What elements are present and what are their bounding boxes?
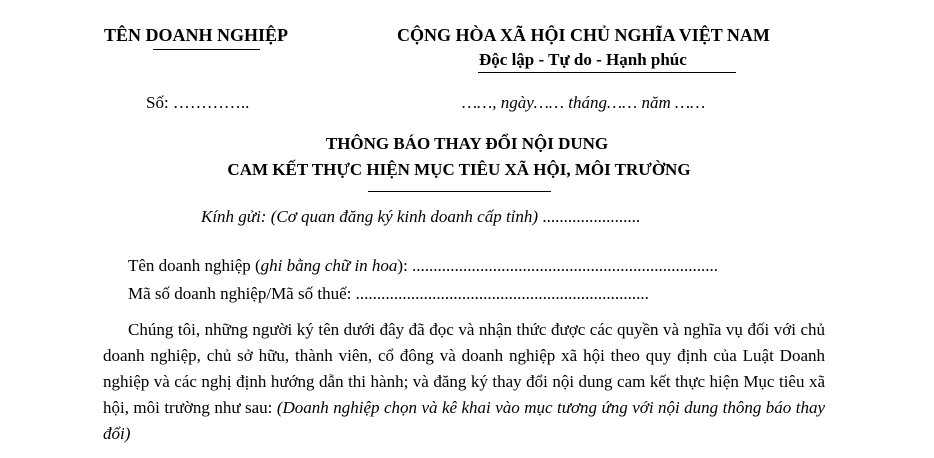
company-name-hint: ghi bằng chữ in hoa (260, 256, 398, 275)
company-underline (153, 49, 260, 50)
company-name-placeholder: TÊN DOANH NGHIỆP (104, 25, 289, 45)
document-title-line2: CAM KẾT THỰC HIỆN MỤC TIÊU XÃ HỘI, MÔI TRƯỜNG (227, 160, 691, 179)
tax-code-field: Mã số doanh nghiệp/Mã số thuế: ..................................................................... (128, 284, 649, 303)
recipient-dots: ....................... (538, 207, 641, 226)
company-name-dots: ): ........................................................................ (397, 256, 719, 275)
company-name-label: Tên doanh nghiệp ( (128, 256, 261, 275)
recipient-hint: (Cơ quan đăng ký kinh doanh cấp tỉnh) (270, 207, 539, 226)
national-title: CỘNG HÒA XÃ HỘI CHỦ NGHĨA VIỆT NAM (397, 25, 770, 45)
recipient-label: Kính gửi: (201, 207, 271, 226)
document-date: ……, ngày…… tháng…… năm …… (462, 93, 706, 112)
paragraph-hint: (Doanh nghiệp chọn và kê khai vào mục tương ứng với nội dung thông báo thay đổi) (103, 398, 826, 443)
commitment-paragraph (103, 317, 825, 447)
national-motto: Độc lập - Tự do - Hạnh phúc (479, 50, 687, 69)
company-name-field (128, 256, 718, 276)
motto-underline (478, 72, 736, 73)
paragraph-text: Chúng tôi, những người ký tên dưới đây đã đọc và nhận thức được các quyền và nghĩa vụ đối với chủ doanh nghiệp, chủ sở hữu, thành viên, cổ đông và doanh nghiệp xã hội theo quy định của Luật Doanh nghiệp và các nghị định hướng dẫn thi hành; và đăng ký thay đổi nội dung cam kết thực hiện Mục tiêu xã hội, môi trường như sau: (103, 320, 825, 417)
document-number: Số: ………….. (146, 93, 250, 112)
title-underline (368, 191, 551, 192)
document-title-line1: THÔNG BÁO THAY ĐỔI NỘI DUNG (325, 134, 609, 153)
recipient-line (201, 207, 640, 227)
